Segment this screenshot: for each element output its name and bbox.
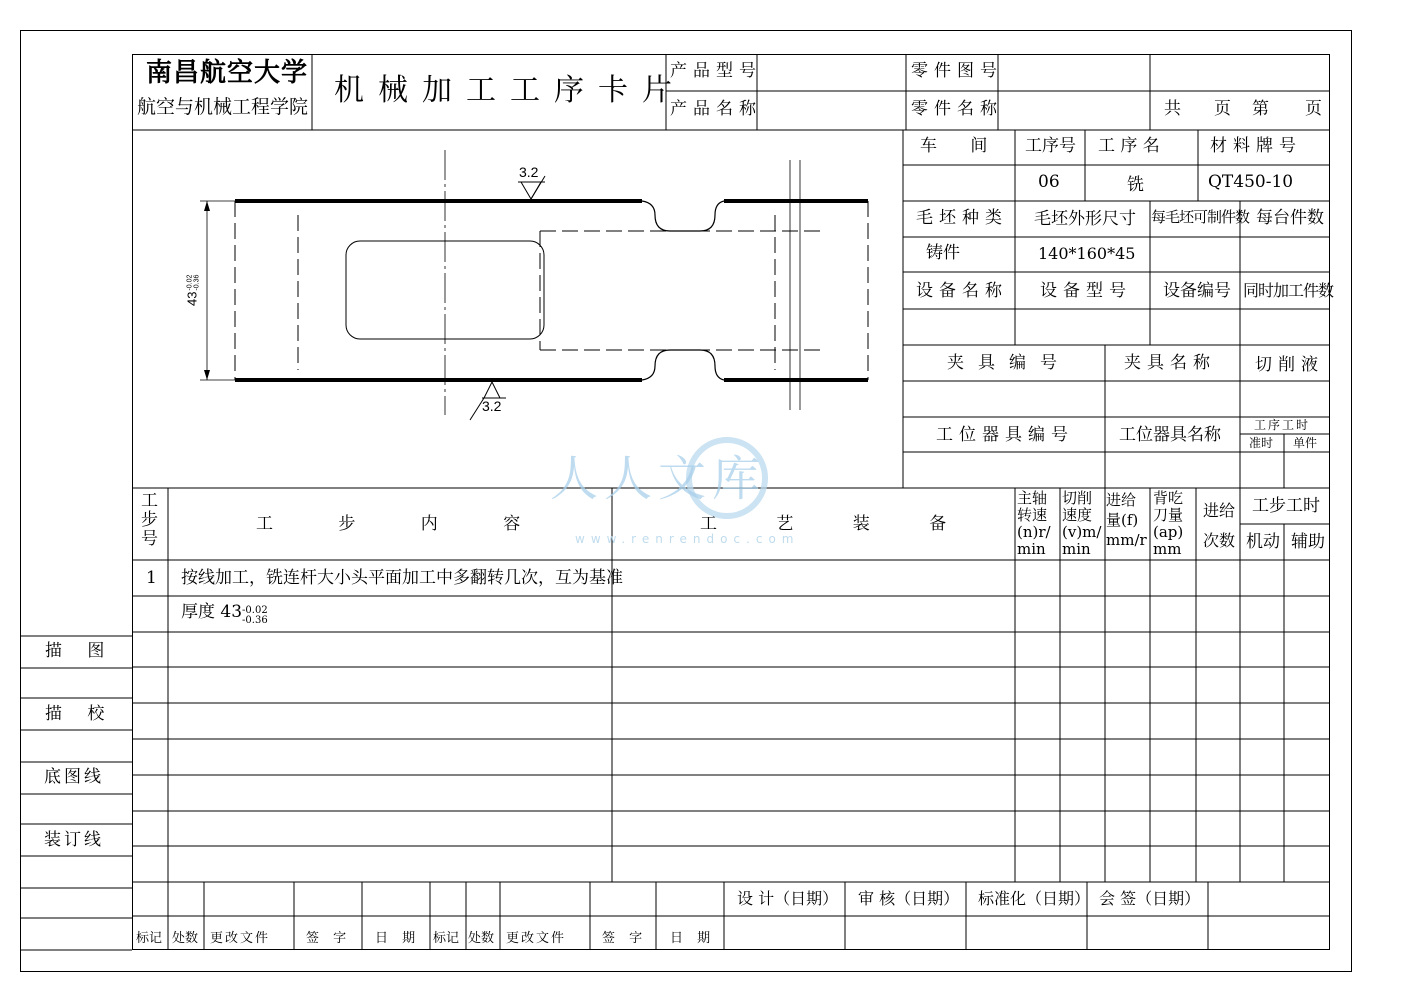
equipment-header: 工 艺 装 备: [700, 514, 947, 534]
footer-mark-1: 标记: [136, 931, 163, 946]
footer-change-doc-1: 更改文件: [210, 931, 271, 946]
standard-label: 标准化（日期）: [978, 889, 1091, 908]
product-model-label: 产品型号: [670, 61, 762, 81]
part-name-label: 零件名称: [911, 99, 1003, 119]
process-name-value: 铣: [1127, 175, 1144, 195]
watermark-url: www.renrendoc.com: [575, 532, 800, 546]
blank-size-value: 140*160*45: [1038, 244, 1136, 263]
blank-size-label: 毛坯外形尺寸: [1034, 209, 1136, 229]
step-content-header: 工 步 内 容: [256, 514, 521, 534]
workshop-label: 车 间: [920, 136, 988, 156]
product-name-label: 产品名称: [670, 99, 762, 119]
spindle-speed-header: 主轴转速(n)r/min: [1017, 489, 1051, 558]
step-no-header: 工步号: [141, 491, 158, 549]
footer-mark-2: 标记: [433, 931, 460, 946]
process-no-value: 06: [1038, 172, 1060, 192]
fixture-no-label: 夹具编号: [947, 353, 1071, 373]
page-unit-label-2: 页: [1305, 99, 1322, 119]
college-name: 航空与机械工程学院: [137, 96, 309, 118]
dimension-value: 43: [184, 291, 200, 306]
equipment-name-label: 设备名称: [916, 281, 1008, 301]
prep-time-label: 准时: [1249, 436, 1274, 450]
step-time-header: 工步工时: [1252, 496, 1320, 516]
watermark-text: 人人文库: [550, 451, 767, 507]
page-unit-label: 页: [1214, 99, 1231, 119]
dimension-tol-lower: -0.36: [193, 274, 200, 291]
dimension-tol-upper: -0.02: [186, 274, 193, 291]
side-label-trace-check: 描 校: [45, 704, 105, 724]
university-logo: 南昌航空大学: [146, 58, 309, 88]
process-name-label: 工 序 名: [1098, 136, 1160, 156]
design-label: 设 计（日期）: [737, 889, 839, 908]
side-label-binding-line: 装订线: [44, 830, 104, 850]
roughness-top-label: 3.2: [519, 164, 539, 180]
footer-date-2: 日 期: [670, 931, 711, 946]
footer-count-1: 处数: [172, 931, 199, 946]
card-title: 机械加工工序卡片: [334, 73, 686, 108]
review-label: 审 核（日期）: [858, 889, 960, 908]
equipment-no-label: 设备编号: [1163, 281, 1231, 301]
footer-signature-1: 签 字: [306, 931, 347, 946]
step-1-content: 按线加工，铣连杆大小头平面加工中多翻转几次，互为基准: [181, 568, 623, 588]
side-label-base-line: 底图线: [44, 767, 104, 787]
unit-time-label: 单件: [1293, 436, 1318, 450]
process-time-label: 工序工时: [1254, 418, 1311, 432]
feed-header: 进给量(f)mm/r: [1106, 491, 1147, 549]
step-1-no: 1: [146, 568, 157, 588]
machine-time-header: 机动: [1246, 532, 1280, 552]
roughness-bottom-label: 3.2: [482, 398, 502, 414]
parts-per-unit-label: 每台件数: [1256, 208, 1324, 228]
fixture-name-label: 夹具名称: [1124, 353, 1216, 373]
depth-header: 背吃刀量(ap)mm: [1153, 489, 1184, 558]
total-pages-label: 共: [1164, 99, 1181, 119]
cutting-speed-header: 切削速度(v)m/min: [1062, 489, 1102, 558]
equipment-model-label: 设备型号: [1040, 281, 1132, 301]
parts-per-blank-label: 每毛坯可制件数: [1151, 208, 1250, 226]
step-2-text: 厚度 43: [181, 602, 243, 622]
blank-type-value: 铸件: [926, 243, 960, 263]
passes-header: 进给次数: [1203, 501, 1236, 550]
footer-count-2: 处数: [468, 931, 495, 946]
step-tol-lower: -0.36: [242, 615, 268, 626]
footer-signature-2: 签 字: [602, 931, 643, 946]
side-label-trace: 描 图: [45, 641, 105, 661]
coolant-label: 切削液: [1255, 355, 1324, 375]
countersign-label: 会 签（日期）: [1099, 889, 1201, 908]
blank-type-label: 毛坯种类: [916, 208, 1008, 228]
material-label: 材料牌号: [1210, 136, 1302, 156]
station-tool-name-label: 工位器具名称: [1119, 425, 1221, 445]
simultaneous-label: 同时加工件数: [1243, 281, 1334, 300]
footer-change-doc-2: 更改文件: [506, 931, 567, 946]
footer-date-1: 日 期: [375, 931, 416, 946]
step-tol-upper: -0.02: [242, 605, 268, 616]
material-value: QT450-10: [1208, 172, 1294, 192]
aux-time-header: 辅助: [1291, 532, 1325, 552]
station-tool-no-label: 工位器具编号: [936, 425, 1074, 445]
sheet-number-label: 第: [1252, 99, 1269, 119]
part-drawing-no-label: 零件图号: [911, 61, 1003, 81]
process-no-label: 工序号: [1025, 136, 1076, 156]
